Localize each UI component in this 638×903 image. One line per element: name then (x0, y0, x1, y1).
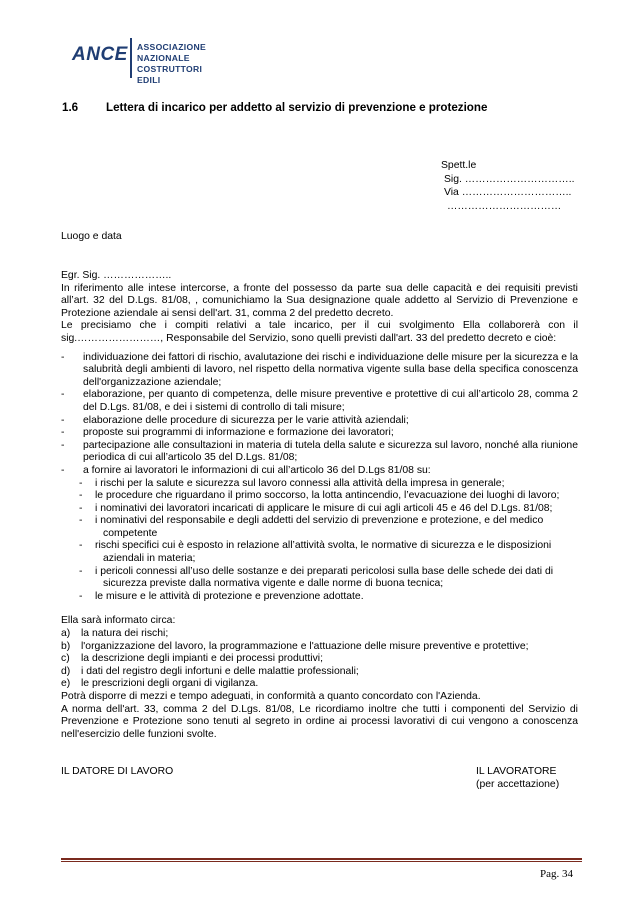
duty-item (61, 465, 578, 478)
dash-marker: - (61, 464, 65, 476)
dash-marker: - (61, 414, 65, 426)
duty-text: proposte sui programmi di informazione e formazione dei lavoratori; (83, 427, 394, 439)
dash-marker: - (79, 515, 83, 527)
logo-sub-line-2: COSTRUTTORI EDILI (137, 64, 203, 85)
logo-divider (130, 38, 132, 78)
section-number: 1.6 (62, 101, 79, 114)
duty-item (61, 440, 578, 465)
dash-marker: - (79, 540, 83, 552)
dash-marker: - (79, 477, 83, 489)
duty-text: elaborazione delle procedure di sicurezza per le varie attività aziendali; (83, 414, 409, 426)
dash-marker: - (61, 351, 65, 363)
letter-text: le prescrizioni degli organi di vigilanza. (81, 678, 259, 690)
footer-divider (61, 858, 582, 860)
letter-text: i dati del registro degli infortuni e delle malattie professionali; (81, 665, 359, 677)
duty-text: a fornire ai lavoratori le informazioni di cui all’articolo 36 del D.Lgs 81/08 su: (83, 464, 431, 476)
info-item (61, 566, 578, 591)
info-text-continued: sicurezza previste dalla normativa vigente e dalle norme di buona tecnica; (103, 578, 444, 590)
dash-marker: - (79, 490, 83, 502)
worker-label: IL LAVORATORE (476, 766, 557, 777)
duty-item (61, 415, 578, 428)
info-text: rischi specifici cui è esposto in relazione all’attività svolta, le normative di sicurezza e le disposizioni (95, 540, 552, 552)
info-text: i nominativi del responsabile e degli addetti del servizio di prevenzione e protezione, e del medico (95, 515, 544, 527)
logo-subtitle (137, 42, 206, 86)
letter-marker: b) (61, 640, 71, 652)
info-text-continued: competente (103, 527, 158, 539)
info-text: i nominativi dei lavoratori incaricati di applicare le misure di cui agli articoli 45 e 46 del D.Lgs. 81/08; (95, 502, 553, 514)
info-text-continued: aziendali in materia; (103, 553, 196, 565)
employer-signature: IL DATORE DI LAVORO (61, 766, 174, 777)
letter-marker: d) (61, 665, 71, 677)
dash-marker: - (79, 590, 83, 602)
info-item (61, 515, 578, 540)
logo-sub-line-1: ASSOCIAZIONE NAZIONALE (137, 42, 207, 63)
info-item (61, 478, 578, 491)
recipient-block (441, 159, 574, 213)
page-number: Pag. 34 (540, 868, 573, 880)
section-title-text: Lettera di incarico per addetto al servizio di prevenzione e protezione (106, 101, 488, 114)
letter-marker: e) (61, 678, 71, 690)
info-item (61, 591, 578, 604)
section-title (62, 101, 487, 114)
duty-item (61, 427, 578, 440)
worker-note: (per accettazione) (476, 778, 560, 790)
dash-marker: - (61, 427, 65, 439)
letter-marker: a) (61, 628, 71, 640)
letter-item (61, 666, 578, 679)
footer-divider-thin (61, 861, 582, 862)
greeting: Egr. Sig. ……………….. (61, 270, 172, 281)
recipient-line-1: Spett.le (441, 160, 477, 171)
letter-item (61, 678, 578, 691)
info-item (61, 490, 578, 503)
recipient-line-3: Via ………………………….. (444, 187, 572, 198)
info-item (61, 503, 578, 516)
letter-text: la natura dei rischi; (81, 628, 169, 640)
letter-item (61, 641, 578, 654)
duty-item (61, 352, 578, 390)
info-text: i rischi per la salute e sicurezza sul lavoro connessi alla attività della impresa in generale; (95, 477, 505, 489)
informed-heading: Ella sarà informato circa: (61, 615, 176, 627)
info-text: le misure e le attività di protezione e prevenzione adottate. (95, 590, 364, 602)
dash-marker: - (61, 439, 65, 451)
recipient-line-2: Sig. ………………………….. (444, 173, 575, 185)
recipient-line-4: …………………………… (447, 200, 562, 212)
info-text: le procedure che riguardano il primo soccorso, la lotta antincendio, l’evacuazione dei luoghi di lavoro; (95, 490, 560, 502)
dash-marker: - (79, 565, 83, 577)
dash-marker: - (79, 502, 83, 514)
duty-text: elaborazione, per quanto di competenza, delle misure preventive e protettive di cui all’articolo 28, comma 2 del D.Lgs. 81/08, e dei i sistemi di controllo di tali misure; (83, 389, 578, 413)
place-date: Luogo e data (61, 231, 122, 242)
duty-text: individuazione dei fattori di rischio, avalutazione dei rischi e individuazione delle misure per la sicurezza e la salubrità degli ambienti di lavoro, nel rispetto della normativa vigente sulla base della specifica conoscenza dell'organizzazione aziendale; (83, 351, 578, 388)
letter-text: l'organizzazione del lavoro, la programmazione e l'attuazione delle misure preventive e protettive; (81, 640, 529, 652)
dash-marker: - (61, 389, 65, 401)
paragraph-resources: Potrà disporre di mezzi e tempo adeguati, in conformità a quanto concordato con l'Azienda. (61, 691, 481, 702)
paragraph-confidentiality: A norma dell'art. 33, comma 2 del D.Lgs. 81/08, Le ricordiamo inoltre che tutti i componenti del Servizio di Prevenzione e Protezione sono tenuti al segreto in ordine ai processi lavorativi di cui vengono a conoscenza nell'esercizio delle funzioni svolte. (61, 703, 578, 740)
letter-item (61, 628, 578, 641)
info-text: i pericoli connessi all’uso delle sostanze e dei preparati pericolosi sulla base delle schede dei dati di (95, 565, 554, 577)
duty-item (61, 389, 578, 414)
info-item (61, 540, 578, 565)
worker-signature (476, 766, 559, 791)
paragraph-duties-intro: Le precisiamo che i compiti relativi a tale incarico, per il cui svolgimento Ella collaborerà con il sig.……………………, Responsabile del Servizio, sono quelli previsti dall'art. 33 del predetto decreto e cioè: (61, 320, 578, 344)
paragraph-designation: In riferimento alle intese intercorse, a fronte del possesso da parte sua delle capacità e dei requisiti previsti all’art. 32 del D.Lgs. 81/08, , comunichiamo la Sua designazione quale addetto al Servizio di Prevenzione e Protezione aziendale ai sensi dell'art. 31, comma 2 del predetto decreto. (61, 282, 578, 319)
letter-body (61, 270, 578, 741)
letter-marker: c) (61, 653, 70, 665)
letter-item (61, 653, 578, 666)
letter-text: la descrizione degli impianti e dei processi produttivi; (81, 653, 323, 665)
logo-ance-text: ANCE (72, 44, 128, 65)
duty-text: partecipazione alle consultazioni in materia di tutela della salute e sicurezza sul lavoro, nonché alla riunione periodica di cui all’articolo 35 del D.Lgs. 81/08; (83, 439, 578, 464)
